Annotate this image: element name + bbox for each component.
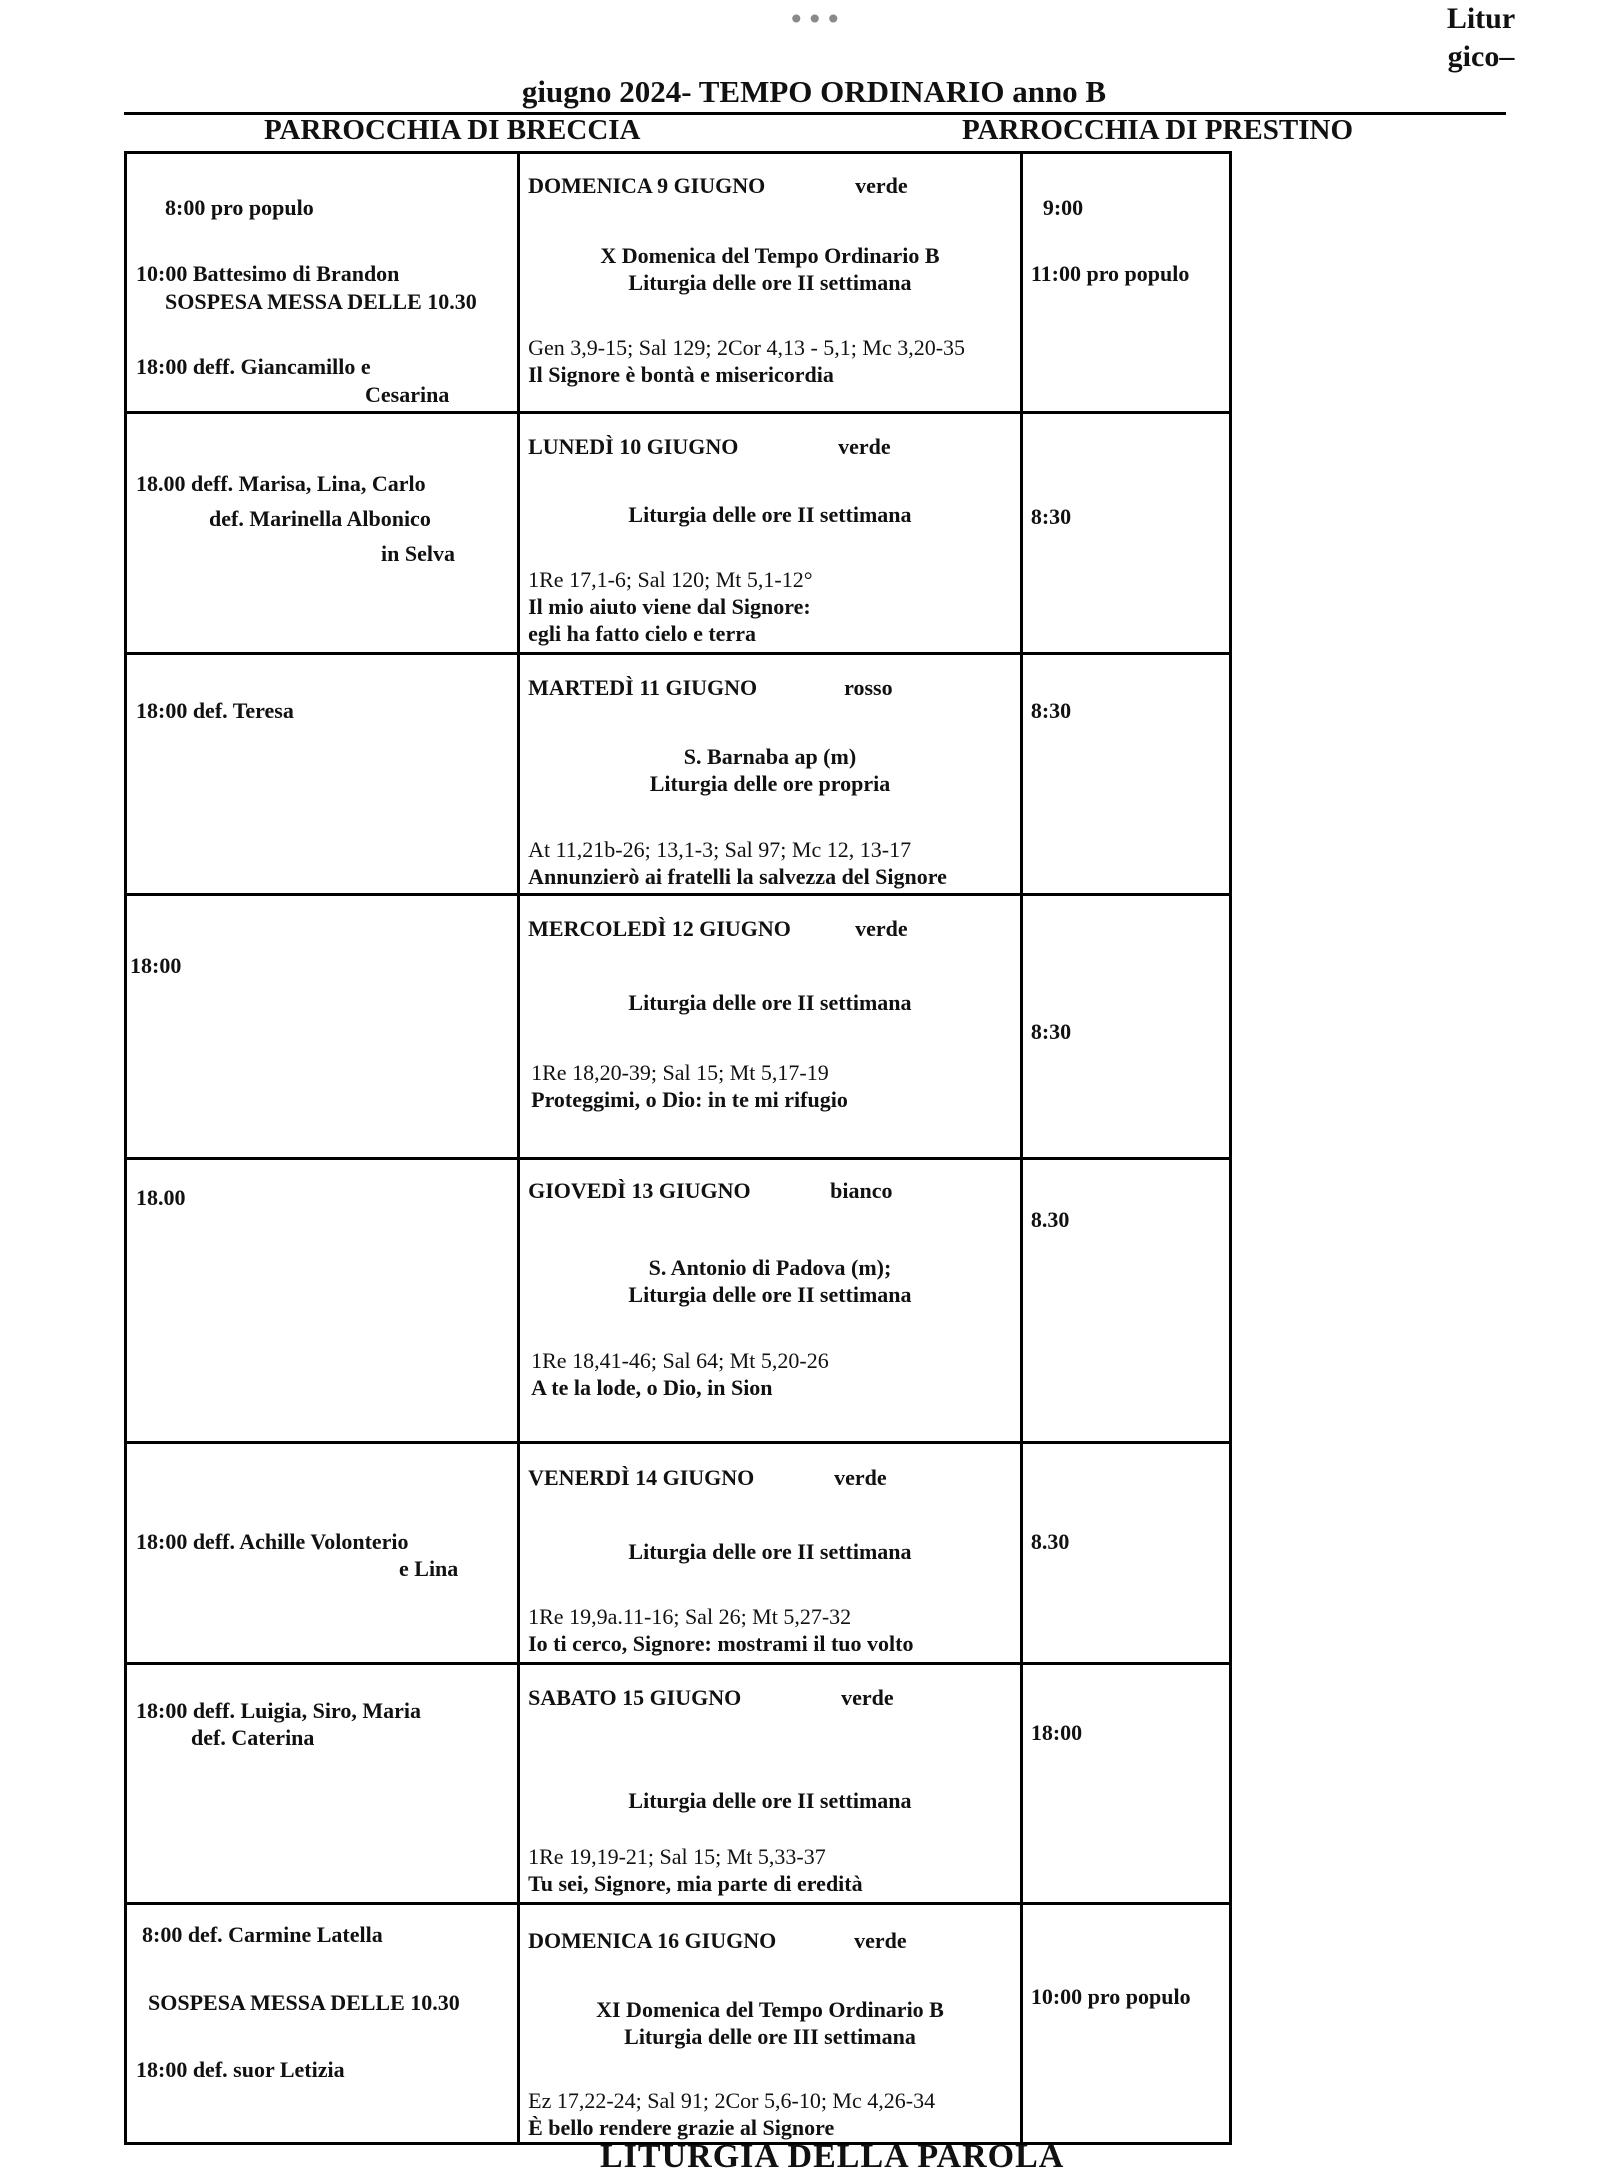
liturgy-hours: Liturgia delle ore II settimana [628,502,912,527]
more-options-icon[interactable]: ••• [788,3,844,36]
mass-entry: 18:00 deff. Achille Volonterio [136,1529,409,1554]
liturgical-color: bianco [830,1178,893,1203]
prestino-cell [1021,153,1230,413]
psalm-response: Il mio aiuto viene dal Signore: [528,594,811,619]
readings: At 11,21b-26; 13,1-3; Sal 97; Mc 12, 13-17 [528,837,912,862]
readings: 1Re 19,9a.11-16; Sal 26; Mt 5,27-32 [528,1604,852,1629]
mass-entry: 9:00 [1042,195,1084,220]
corner-heading: Litur gico– [1446,2,1516,73]
liturgy-hours: Liturgia delle ore II settimana [628,1788,912,1813]
feast-name: S. Barnaba ap (m) [683,744,857,769]
mass-schedule-table [124,151,1232,2145]
prestino-cell [1021,413,1230,654]
mass-entry: 8:30 [1030,1019,1072,1044]
table-row [126,1159,1231,1443]
psalm-response: Tu sei, Signore, mia parte di eredità [528,1871,863,1896]
liturgy-cell [519,1159,1022,1443]
liturgy-cell [519,153,1022,413]
mass-entry: 18.00 deff. Marisa, Lina, Carlo [136,471,426,496]
day-title: DOMENICA 9 GIUGNO [528,173,766,198]
mass-entry: SOSPESA MESSA DELLE 10.30 [165,289,477,314]
mass-entry: 8:00 def. Carmine Latella [142,1922,383,1947]
liturgical-color: rosso [844,675,893,700]
mass-entry: 18:00 [130,953,182,978]
mass-entry: 8:00 pro populo [165,195,314,220]
day-title: VENERDÌ 14 GIUGNO [528,1465,755,1490]
breccia-cell [126,895,519,1159]
prestino-cell [1021,1443,1230,1664]
mass-entry: 10:00 Battesimo di Brandon [136,261,400,286]
liturgy-hours: Liturgia delle ore propria [649,771,891,796]
mass-entry: 8.30 [1030,1529,1070,1554]
prestino-cell [1021,654,1230,895]
day-title: SABATO 15 GIUGNO [528,1685,742,1710]
liturgy-hours: Liturgia delle ore II settimana [628,1539,912,1564]
mass-entry: 11:00 pro populo [1030,261,1190,286]
feast-name: XI Domenica del Tempo Ordinario B [596,1997,944,2022]
psalm-response: Il Signore è bontà e misericordia [528,362,834,387]
prestino-cell [1021,895,1230,1159]
table-row [126,1443,1231,1664]
feast-name: S. Antonio di Padova (m); [648,1255,892,1280]
liturgical-color: verde [838,434,891,459]
mass-entry: 18.00 [136,1185,186,1210]
psalm-response: A te la lode, o Dio, in Sion [531,1375,773,1400]
parish-breccia-heading: PARROCCHIA DI BRECCIA [264,114,641,146]
prestino-cell [1021,1159,1230,1443]
liturgy-hours: Liturgia delle ore II settimana [628,1282,912,1307]
parish-prestino-heading: PARROCCHIA DI PRESTINO [962,114,1354,146]
psalm-response: Annunzierò ai fratelli la salvezza del Signore [528,864,947,889]
day-title: DOMENICA 16 GIUGNO [528,1928,777,1953]
feast-name: X Domenica del Tempo Ordinario B [600,243,940,268]
liturgical-color: verde [854,1928,907,1953]
breccia-cell [126,1159,519,1443]
day-title: MERCOLEDÌ 12 GIUGNO [528,916,791,941]
table-row [126,1664,1231,1904]
liturgy-cell [519,1904,1022,2144]
prestino-cell [1021,1904,1230,2144]
breccia-cell [126,1904,519,2144]
breccia-cell [126,153,519,413]
next-section-heading: LITURGIA DELLA PAROLA [600,2138,1065,2175]
readings: Gen 3,9-15; Sal 129; 2Cor 4,13 - 5,1; Mc 3,20-35 [528,335,966,360]
mass-entry: 8:30 [1030,698,1072,723]
mass-entry: e Lina [399,1556,459,1581]
day-title: LUNEDÌ 10 GIUGNO [528,434,739,459]
breccia-cell [126,1443,519,1664]
readings: Ez 17,22-24; Sal 91; 2Cor 5,6-10; Mc 4,26-34 [528,2088,936,2113]
day-title: GIOVEDÌ 13 GIUGNO [528,1178,751,1203]
psalm-response: Io ti cerco, Signore: mostrami il tuo volto [528,1631,914,1656]
mass-entry: 18:00 deff. Giancamillo e [136,354,371,379]
mass-entry: 18:00 [1030,1720,1083,1745]
mass-entry: 18:00 def. suor Letizia [136,2057,345,2082]
breccia-cell [126,1664,519,1904]
mass-entry: 8.30 [1030,1207,1070,1232]
readings: 1Re 19,19-21; Sal 15; Mt 5,33-37 [528,1844,826,1869]
readings: 1Re 17,1-6; Sal 120; Mt 5,1-12° [528,567,813,592]
mass-entry: def. Caterina [191,1725,315,1750]
breccia-cell [126,654,519,895]
table-row [126,413,1231,654]
mass-entry: 10:00 pro populo [1030,1984,1191,2009]
liturgical-color: verde [834,1465,887,1490]
page-title: giugno 2024- TEMPO ORDINARIO anno B [521,74,1107,109]
prestino-cell [1021,1664,1230,1904]
liturgy-cell [519,1664,1022,1904]
psalm-response: È bello rendere grazie al Signore [528,2115,835,2140]
liturgical-color: verde [841,1685,894,1710]
table-row [126,153,1231,413]
breccia-cell [126,413,519,654]
liturgy-hours: Liturgia delle ore II settimana [628,270,912,295]
mass-entry: 18:00 deff. Luigia, Siro, Maria [136,1698,421,1723]
table-row [126,895,1231,1159]
liturgy-hours: Liturgia delle ore II settimana [628,990,912,1015]
liturgy-cell [519,413,1022,654]
mass-entry: SOSPESA MESSA DELLE 10.30 [148,1990,460,2015]
mass-entry: 18:00 def. Teresa [136,698,294,723]
liturgical-color: verde [855,916,908,941]
liturgy-cell [519,895,1022,1159]
psalm-response: Proteggimi, o Dio: in te mi rifugio [531,1087,848,1112]
mass-entry: def. Marinella Albonico [209,506,431,531]
table-row [126,654,1231,895]
mass-entry: in Selva [381,541,455,566]
readings: 1Re 18,41-46; Sal 64; Mt 5,20-26 [531,1348,829,1373]
liturgy-hours: Liturgia delle ore III settimana [624,2024,916,2049]
liturgy-cell [519,1443,1022,1664]
table-row [126,1904,1231,2144]
mass-entry: 8:30 [1030,504,1072,529]
liturgical-color: verde [855,173,908,198]
psalm-response: egli ha fatto cielo e terra [528,621,756,646]
day-title: MARTEDÌ 11 GIUGNO [528,675,758,700]
readings: 1Re 18,20-39; Sal 15; Mt 5,17-19 [531,1060,829,1085]
liturgy-cell [519,654,1022,895]
mass-entry: Cesarina [365,382,450,407]
